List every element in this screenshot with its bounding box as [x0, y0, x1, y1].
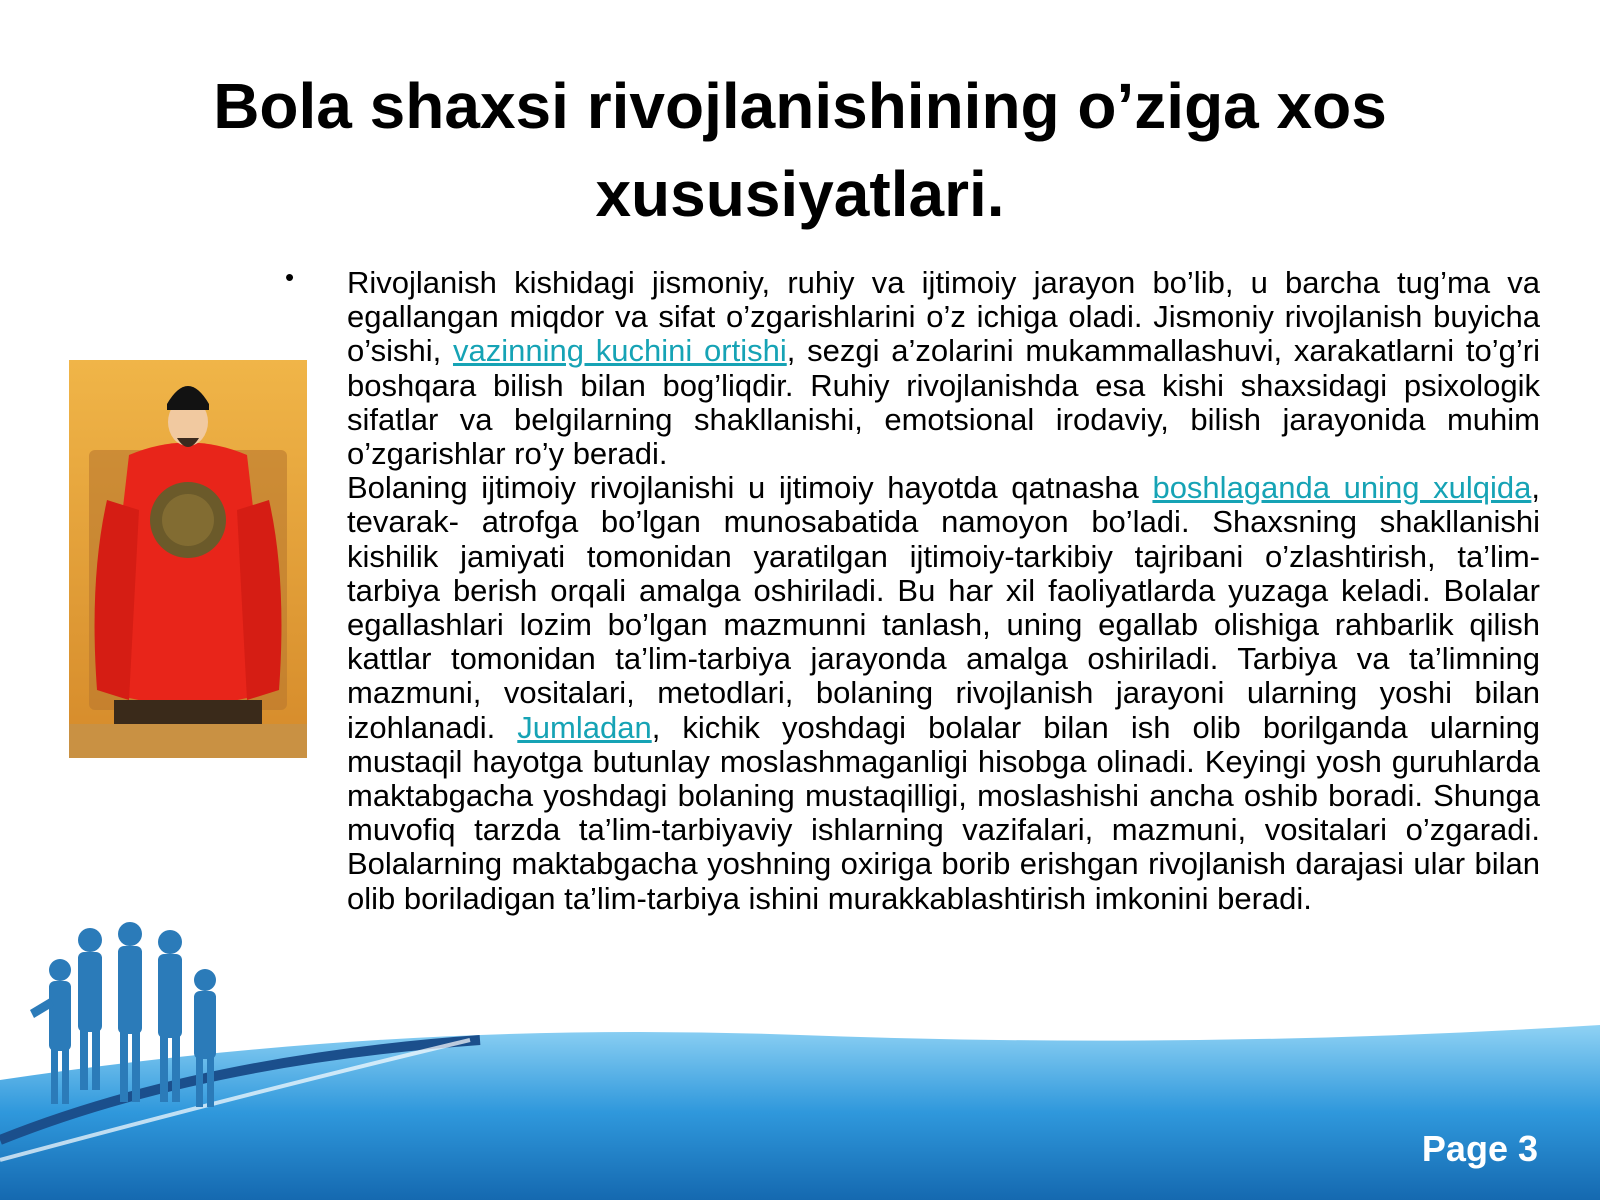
paragraph-2-text-c: , kichik yoshdagi bolalar bilan ish olib borilganda ularning mustaqil hayotga butunlay moslashmaganligi hisobga olinadi. Keyingi yosh guruhlarda maktabgacha yoshdagi bolaning mustaqilligi, moslashishi ancha oshib boradi. Shunga muvofiq tarzda ta’lim-tarbiyaviy ishlarning vazifalari, mazmuni, vositalari o’zgaradi. Bolalarning maktabgacha yoshning oxiriga borib erishgan rivojlanish darajasi ular bilan olib boriladigan ta’lim-tarbiya ishini murakkablashtirish imkonini beradi.: [347, 709, 1540, 916]
slide-title: Bola shaxsi rivojlanishining o’ziga xos xususiyatlari.: [213, 70, 1387, 230]
link-vazinning[interactable]: vazinning kuchini ortishi: [452, 333, 787, 369]
king-portrait-image: [69, 360, 307, 758]
paragraph-social: [347, 471, 1540, 916]
paragraph-development: [347, 266, 1540, 471]
paragraph-1-text-b: , sezgi a’zolarini mukammallashuvi, xarakatlarni to’g’ri boshqara bilish bilan bog’liqdir. Ruhiy rivojlanishda esa kishi shaxsidagi psixologik sifatlar va belgilarning shakllanishi, emotsional irodaviy, bilish jarayonida muhim o’zgarishlar ro’y beradi.: [347, 333, 1540, 472]
page-number: Page 3: [1421, 1128, 1538, 1169]
business-people-silhouette: [30, 920, 260, 1140]
paragraph-2-text-a: Bolaning ijtimoiy rivojlanishi u ijtimoiy hayotda qatnasha: [347, 470, 1153, 506]
body-text: [347, 266, 1540, 916]
bullet-marker: •: [285, 262, 295, 292]
paragraph-1-text-a: Rivojlanish kishidagi jismoniy, ruhiy va ijtimoiy jarayon bo’lib, u barcha tug’ma va egallangan miqdor va sifat o’zgarishlarini o’z ichiga oladi. Jismoniy rivojlanish buyicha o’sishi,: [347, 265, 1540, 369]
link-jumladan[interactable]: Jumladan: [517, 709, 652, 745]
paragraph-2-text-b: , tevarak- atrofga bo’lgan munosabatida namoyon bo’ladi. Shaxsning shakllanishi kishilik jamiyati tomonidan yaratilgan ijtimoiy-tarkibiy tajribani o’zlashtirish, ta’lim-tarbiya berish orqali amalga oshiriladi. Bu har xil faoliyatlarda yuzaga keladi. Bolalar egallashlari lozim bo’lgan mazmunni tanlash, uning egallab olishiga rahbarlik qilish kattlar tomonidan ta’lim-tarbiya jarayonda amalga oshiriladi. Tarbiya va ta’limning mazmuni, vositalari, metodlari, bolaning rivojlanish jarayoni ularning yoshi bilan izohlanadi.: [347, 470, 1541, 745]
link-boshlaganda[interactable]: boshlaganda uning xulqida: [1152, 470, 1532, 506]
